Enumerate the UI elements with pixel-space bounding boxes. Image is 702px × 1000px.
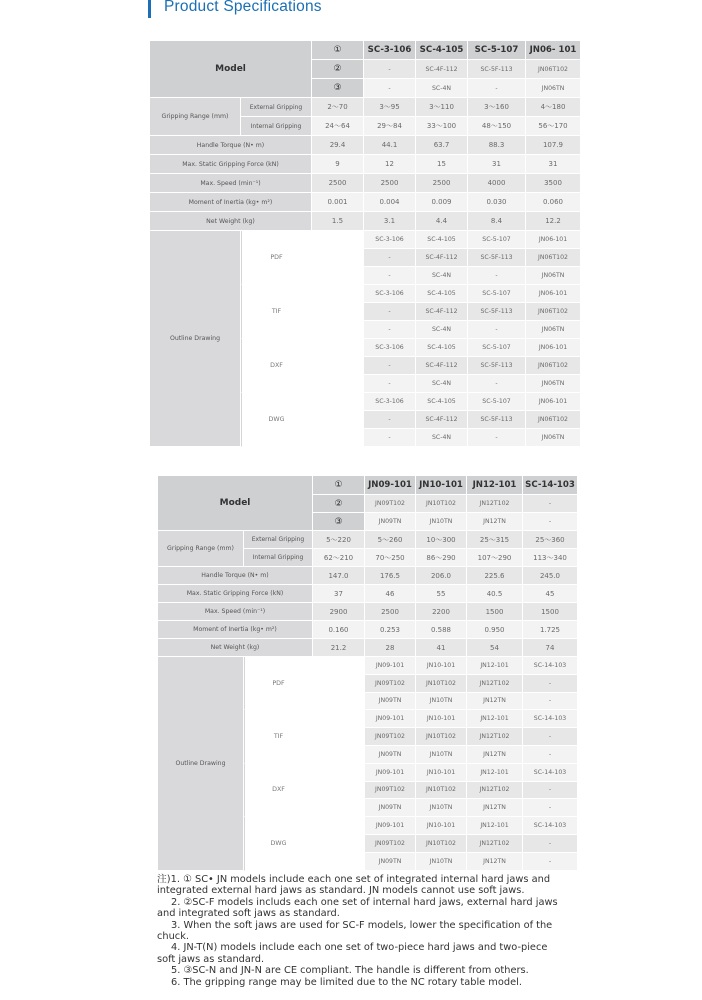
symbol-2: ② — [313, 495, 365, 513]
drawing-download-link: - — [468, 429, 526, 447]
page-title: Product Specifications — [164, 0, 322, 15]
spec-value: 2500 — [416, 174, 468, 193]
spec-value: 0.160 — [313, 621, 365, 639]
drawing-download-link[interactable]: JN12-101 — [467, 710, 523, 728]
spec-value: 3.1 — [364, 212, 416, 231]
drawing-download-link[interactable]: JN09T102 — [365, 675, 416, 693]
model-variant: - — [364, 79, 416, 98]
drawing-download-link[interactable]: SC-14-103 — [523, 710, 578, 728]
drawing-download-link[interactable]: JN10TN — [416, 693, 467, 711]
drawing-download-link: - — [523, 675, 578, 693]
drawing-download-link[interactable]: JN09-101 — [365, 657, 416, 675]
drawing-download-link[interactable]: JN06-101 — [526, 393, 581, 411]
spec-table-2 — [158, 476, 578, 871]
outline-drawing-label: Outline Drawing — [150, 231, 241, 447]
drawing-download-link[interactable]: SC-4N — [416, 321, 468, 339]
symbol-3: ③ — [312, 79, 364, 98]
spec-value: 31 — [468, 155, 526, 174]
format-dxf-label: DXF — [244, 764, 313, 817]
spec-value: 15 — [416, 155, 468, 174]
drawing-download-link[interactable]: SC-5-107 — [468, 339, 526, 357]
spec-value: 24～64 — [312, 117, 364, 136]
model-variant: JN06T102 — [526, 60, 581, 79]
drawing-download-link[interactable]: JN09T102 — [365, 728, 416, 746]
internal-gripping-label: Internal Gripping — [244, 549, 313, 567]
model-variant: JN10TN — [416, 513, 467, 531]
model-variant: JN06TN — [526, 79, 581, 98]
spec-value: 29～84 — [364, 117, 416, 136]
drawing-download-link[interactable]: SC-14-103 — [523, 817, 578, 835]
internal-gripping-label: Internal Gripping — [241, 117, 312, 136]
outline-drawing-section — [150, 231, 581, 447]
model-name: JN09-101 — [365, 476, 416, 495]
drawing-download-link[interactable]: SC-4-105 — [416, 393, 468, 411]
spec-value: 2900 — [313, 603, 365, 621]
spec-value: 12.2 — [526, 212, 581, 231]
moment-inertia-label: Moment of Inertia (kg• m²) — [158, 621, 313, 639]
spec-value: 107～290 — [467, 549, 523, 567]
spec-value: 86～290 — [416, 549, 467, 567]
format-dwg-label: DWG — [241, 393, 312, 447]
heading-accent-bar — [148, 0, 151, 18]
drawing-download-link: - — [364, 303, 416, 321]
drawing-download-link[interactable]: SC-14-103 — [523, 657, 578, 675]
drawing-download-link[interactable]: SC-3-106 — [364, 285, 416, 303]
max-static-force-label: Max. Static Gripping Force (kN) — [158, 585, 313, 603]
spec-value: 74 — [523, 639, 578, 657]
spec-value: 5～220 — [313, 531, 365, 549]
drawing-download-link: - — [523, 799, 578, 817]
drawing-download-link[interactable]: SC-5-107 — [468, 231, 526, 249]
spec-value: 1500 — [523, 603, 578, 621]
drawing-download-link[interactable]: JN06TN — [526, 429, 581, 447]
model-variant: JN10T102 — [416, 495, 467, 513]
spec-value: 45 — [523, 585, 578, 603]
gripping-range-label: Gripping Range (mm) — [158, 531, 244, 567]
spec-value: 4.4 — [416, 212, 468, 231]
spec-value: 63.7 — [416, 136, 468, 155]
drawing-download-link[interactable]: SC-3-106 — [364, 339, 416, 357]
spec-value: 29.4 — [312, 136, 364, 155]
drawing-download-link[interactable]: JN06TN — [526, 321, 581, 339]
format-spacer — [313, 710, 365, 763]
drawing-download-link[interactable]: SC-4F-112 — [416, 357, 468, 375]
drawing-download-link[interactable]: SC-4-105 — [416, 285, 468, 303]
drawing-download-link: - — [523, 853, 578, 871]
drawing-download-link: - — [364, 357, 416, 375]
drawing-download-link[interactable]: JN06TN — [526, 375, 581, 393]
drawing-download-link: - — [364, 321, 416, 339]
format-pdf-label: PDF — [244, 657, 313, 710]
spec-value: 8.4 — [468, 212, 526, 231]
drawing-download-link: - — [364, 267, 416, 285]
net-weight-label: Net Weight (kg) — [158, 639, 313, 657]
spec-value: 0.009 — [416, 193, 468, 212]
max-static-force-label: Max. Static Gripping Force (kN) — [150, 155, 312, 174]
section-heading — [148, 0, 322, 19]
footnote-line: chuck. — [157, 931, 189, 943]
drawing-download-link[interactable]: JN09TN — [365, 799, 416, 817]
drawing-download-link: - — [364, 375, 416, 393]
spec-value: 0.030 — [468, 193, 526, 212]
model-name: JN06- 101 — [526, 41, 581, 60]
drawing-download-link: - — [468, 267, 526, 285]
drawing-download-link: - — [523, 693, 578, 711]
drawing-download-link[interactable]: JN06T102 — [526, 357, 581, 375]
drawing-download-link[interactable]: SC-4F-112 — [416, 249, 468, 267]
drawing-download-link[interactable]: SC-4F-112 — [416, 411, 468, 429]
model-variant: - — [364, 60, 416, 79]
spec-value: 0.004 — [364, 193, 416, 212]
drawing-download-link[interactable]: SC-3-106 — [364, 231, 416, 249]
footnote-line: and integrated soft jaws as standard. — [157, 908, 340, 920]
spec-value: 2500 — [364, 174, 416, 193]
drawing-download-link[interactable]: SC-5F-113 — [468, 411, 526, 429]
drawing-download-link[interactable]: JN10-101 — [416, 657, 467, 675]
spec-value: 225.6 — [467, 567, 523, 585]
spec-value: 4000 — [468, 174, 526, 193]
symbol-3: ③ — [313, 513, 365, 531]
drawing-download-link[interactable]: SC-4F-112 — [416, 303, 468, 321]
spec-value: 5～260 — [365, 531, 416, 549]
spec-value: 56～170 — [526, 117, 581, 136]
format-spacer — [313, 764, 365, 817]
format-pdf-label: PDF — [241, 231, 312, 285]
drawing-download-link[interactable]: JN06-101 — [526, 231, 581, 249]
model-variant: SC-4N — [416, 79, 468, 98]
spec-value: 176.5 — [365, 567, 416, 585]
format-spacer — [312, 339, 364, 393]
spec-value: 113～340 — [523, 549, 578, 567]
drawing-download-link: - — [523, 782, 578, 800]
format-dwg-label: DWG — [244, 817, 313, 870]
spec-value: 62～210 — [313, 549, 365, 567]
max-speed-label: Max. Speed (min⁻¹) — [158, 603, 313, 621]
spec-value: 245.0 — [523, 567, 578, 585]
drawing-download-link[interactable]: JN10TN — [416, 799, 467, 817]
max-speed-label: Max. Speed (min⁻¹) — [150, 174, 312, 193]
handle-torque-label: Handle Torque (N• m) — [150, 136, 312, 155]
drawing-download-link: - — [364, 411, 416, 429]
drawing-download-link[interactable]: JN12-101 — [467, 657, 523, 675]
spec-value: 46 — [365, 585, 416, 603]
handle-torque-label: Handle Torque (N• m) — [158, 567, 313, 585]
drawing-download-link[interactable]: JN09T102 — [365, 835, 416, 853]
drawing-download-link[interactable]: SC-5-107 — [468, 285, 526, 303]
drawing-download-link[interactable]: JN06T102 — [526, 303, 581, 321]
spec-value: 25～315 — [467, 531, 523, 549]
drawing-download-link[interactable]: JN12-101 — [467, 817, 523, 835]
drawing-download-link[interactable]: SC-5F-113 — [468, 249, 526, 267]
drawing-download-link: - — [364, 429, 416, 447]
footnote-line: soft jaws as standard. — [157, 953, 265, 965]
spec-value: 147.0 — [313, 567, 365, 585]
model-variant: SC-4F-112 — [416, 60, 468, 79]
spec-value: 2～70 — [312, 98, 364, 117]
drawing-download-link[interactable]: JN12TN — [467, 853, 523, 871]
model-variant: - — [523, 495, 578, 513]
spec-value: 25～360 — [523, 531, 578, 549]
outline-drawing-section — [158, 657, 578, 871]
spec-value: 3500 — [526, 174, 581, 193]
drawing-download-link[interactable]: JN09-101 — [365, 764, 416, 782]
drawing-download-link[interactable]: JN10TN — [416, 853, 467, 871]
drawing-download-link[interactable]: JN12T102 — [467, 782, 523, 800]
footnote-line: integrated external hard jaws as standard. JN models cannot use soft jaws. — [157, 885, 525, 897]
symbol-1: ① — [312, 41, 364, 60]
drawing-download-link[interactable]: JN09-101 — [365, 817, 416, 835]
drawing-download-link[interactable]: JN10-101 — [416, 764, 467, 782]
spec-value: 55 — [416, 585, 467, 603]
model-variant: JN12TN — [467, 513, 523, 531]
spec-value: 21.2 — [313, 639, 365, 657]
model-name: JN10-101 — [416, 476, 467, 495]
spec-value: 4～180 — [526, 98, 581, 117]
footnote-line: 6. The gripping range may be limited due to the NC rotary table model. — [171, 976, 522, 988]
drawing-download-link[interactable]: JN09TN — [365, 853, 416, 871]
spec-value: 2500 — [365, 603, 416, 621]
spec-value: 10～300 — [416, 531, 467, 549]
footnote-line: 5. ③SC-N and JN-N are CE compliant. The handle is different from others. — [171, 965, 529, 977]
drawing-download-link[interactable]: SC-14-103 — [523, 764, 578, 782]
spec-value: 0.001 — [312, 193, 364, 212]
drawing-download-link[interactable]: JN10-101 — [416, 817, 467, 835]
spec-value: 0.588 — [416, 621, 467, 639]
external-gripping-label: External Gripping — [241, 98, 312, 117]
moment-inertia-label: Moment of Inertia (kg• m²) — [150, 193, 312, 212]
drawing-download-link[interactable]: SC-4N — [416, 375, 468, 393]
model-variant: JN09TN — [365, 513, 416, 531]
footnote-line: 3. When the soft jaws are used for SC-F models, lower the specification of the — [171, 919, 553, 931]
drawing-download-link: - — [523, 728, 578, 746]
drawing-download-link[interactable]: SC-4-105 — [416, 231, 468, 249]
symbol-1: ① — [313, 476, 365, 495]
drawing-download-link: - — [468, 321, 526, 339]
drawing-download-link[interactable]: JN12T102 — [467, 728, 523, 746]
drawing-download-link[interactable]: JN10T102 — [416, 728, 467, 746]
spec-value: 0.950 — [467, 621, 523, 639]
model-name: SC-14-103 — [523, 476, 578, 495]
model-name: SC-5-107 — [468, 41, 526, 60]
model-variant: JN09T102 — [365, 495, 416, 513]
outline-drawing-label: Outline Drawing — [158, 657, 244, 871]
spec-table-1 — [150, 41, 581, 447]
spec-value: 48～150 — [468, 117, 526, 136]
drawing-download-link[interactable]: JN06TN — [526, 267, 581, 285]
drawing-download-link[interactable]: JN09-101 — [365, 710, 416, 728]
spec-value: 2200 — [416, 603, 467, 621]
spec-value: 37 — [313, 585, 365, 603]
drawing-download-link[interactable]: JN12TN — [467, 799, 523, 817]
drawing-download-link[interactable]: JN12TN — [467, 746, 523, 764]
spec-value: 3～160 — [468, 98, 526, 117]
drawing-download-link: - — [523, 746, 578, 764]
drawing-download-link[interactable]: JN10TN — [416, 746, 467, 764]
spec-value: 1.5 — [312, 212, 364, 231]
spec-value: 31 — [526, 155, 581, 174]
spec-value: 28 — [365, 639, 416, 657]
model-variant: - — [523, 513, 578, 531]
spec-value: 88.3 — [468, 136, 526, 155]
drawing-download-link[interactable]: JN12T102 — [467, 835, 523, 853]
format-spacer — [312, 393, 364, 447]
format-spacer — [312, 285, 364, 339]
model-name: SC-3-106 — [364, 41, 416, 60]
model-header: Model — [158, 476, 313, 531]
model-name: JN12-101 — [467, 476, 523, 495]
drawing-download-link[interactable]: JN09T102 — [365, 782, 416, 800]
spec-value: 12 — [364, 155, 416, 174]
drawing-download-link[interactable]: JN12T102 — [467, 675, 523, 693]
format-spacer — [312, 231, 364, 285]
drawing-download-link[interactable]: SC-4-105 — [416, 339, 468, 357]
spec-value: 107.9 — [526, 136, 581, 155]
net-weight-label: Net Weight (kg) — [150, 212, 312, 231]
drawing-download-link[interactable]: JN10T102 — [416, 782, 467, 800]
drawing-download-link[interactable]: JN10T102 — [416, 675, 467, 693]
drawing-download-link: - — [523, 835, 578, 853]
spec-value: 9 — [312, 155, 364, 174]
drawing-download-link[interactable]: JN06-101 — [526, 285, 581, 303]
format-tif-label: TIF — [241, 285, 312, 339]
drawing-download-link[interactable]: SC-3-106 — [364, 393, 416, 411]
footnotes — [157, 874, 587, 988]
symbol-2: ② — [312, 60, 364, 79]
spec-value: 33～100 — [416, 117, 468, 136]
footnote-line: 4. JN-T(N) models include each one set of two-piece hard jaws and two-piece — [171, 942, 548, 954]
drawing-download-link[interactable]: SC-5F-113 — [468, 303, 526, 321]
drawing-download-link[interactable]: JN06T102 — [526, 411, 581, 429]
drawing-download-link[interactable]: JN10T102 — [416, 835, 467, 853]
drawing-download-link: - — [364, 249, 416, 267]
format-spacer — [313, 817, 365, 870]
drawing-download-link[interactable]: JN10-101 — [416, 710, 467, 728]
spec-value: 206.0 — [416, 567, 467, 585]
drawing-download-link[interactable]: JN12-101 — [467, 764, 523, 782]
drawing-download-link[interactable]: SC-4N — [416, 429, 468, 447]
model-variant: SC-5F-113 — [468, 60, 526, 79]
gripping-range-label: Gripping Range (mm) — [150, 98, 241, 136]
format-dxf-label: DXF — [241, 339, 312, 393]
model-variant: JN12T102 — [467, 495, 523, 513]
spec-value: 2500 — [312, 174, 364, 193]
drawing-download-link[interactable]: JN12TN — [467, 693, 523, 711]
drawing-download-link: - — [468, 375, 526, 393]
model-header: Model — [150, 41, 312, 98]
spec-value: 0.253 — [365, 621, 416, 639]
spec-value: 0.060 — [526, 193, 581, 212]
spec-value: 3～95 — [364, 98, 416, 117]
drawing-download-link[interactable]: JN06-101 — [526, 339, 581, 357]
format-tif-label: TIF — [244, 710, 313, 763]
spec-value: 41 — [416, 639, 467, 657]
spec-value: 70～250 — [365, 549, 416, 567]
spec-value: 40.5 — [467, 585, 523, 603]
drawing-download-link[interactable]: SC-5-107 — [468, 393, 526, 411]
drawing-download-link[interactable]: JN09TN — [365, 746, 416, 764]
format-spacer — [313, 657, 365, 710]
drawing-download-link[interactable]: SC-5F-113 — [468, 357, 526, 375]
spec-value: 54 — [467, 639, 523, 657]
spec-value: 3～110 — [416, 98, 468, 117]
spec-value: 44.1 — [364, 136, 416, 155]
drawing-download-link[interactable]: JN06T102 — [526, 249, 581, 267]
footnote-line: 2. ②SC-F models includs each one set of internal hard jaws, external hard jaws — [171, 896, 558, 908]
drawing-download-link[interactable]: JN09TN — [365, 693, 416, 711]
model-name: SC-4-105 — [416, 41, 468, 60]
drawing-download-link[interactable]: SC-4N — [416, 267, 468, 285]
model-variant: - — [468, 79, 526, 98]
external-gripping-label: External Gripping — [244, 531, 313, 549]
spec-value: 1.725 — [523, 621, 578, 639]
footnote-line: 注)1. ① SC• JN models include each one set of integrated internal hard jaws and — [157, 874, 551, 885]
spec-value: 1500 — [467, 603, 523, 621]
